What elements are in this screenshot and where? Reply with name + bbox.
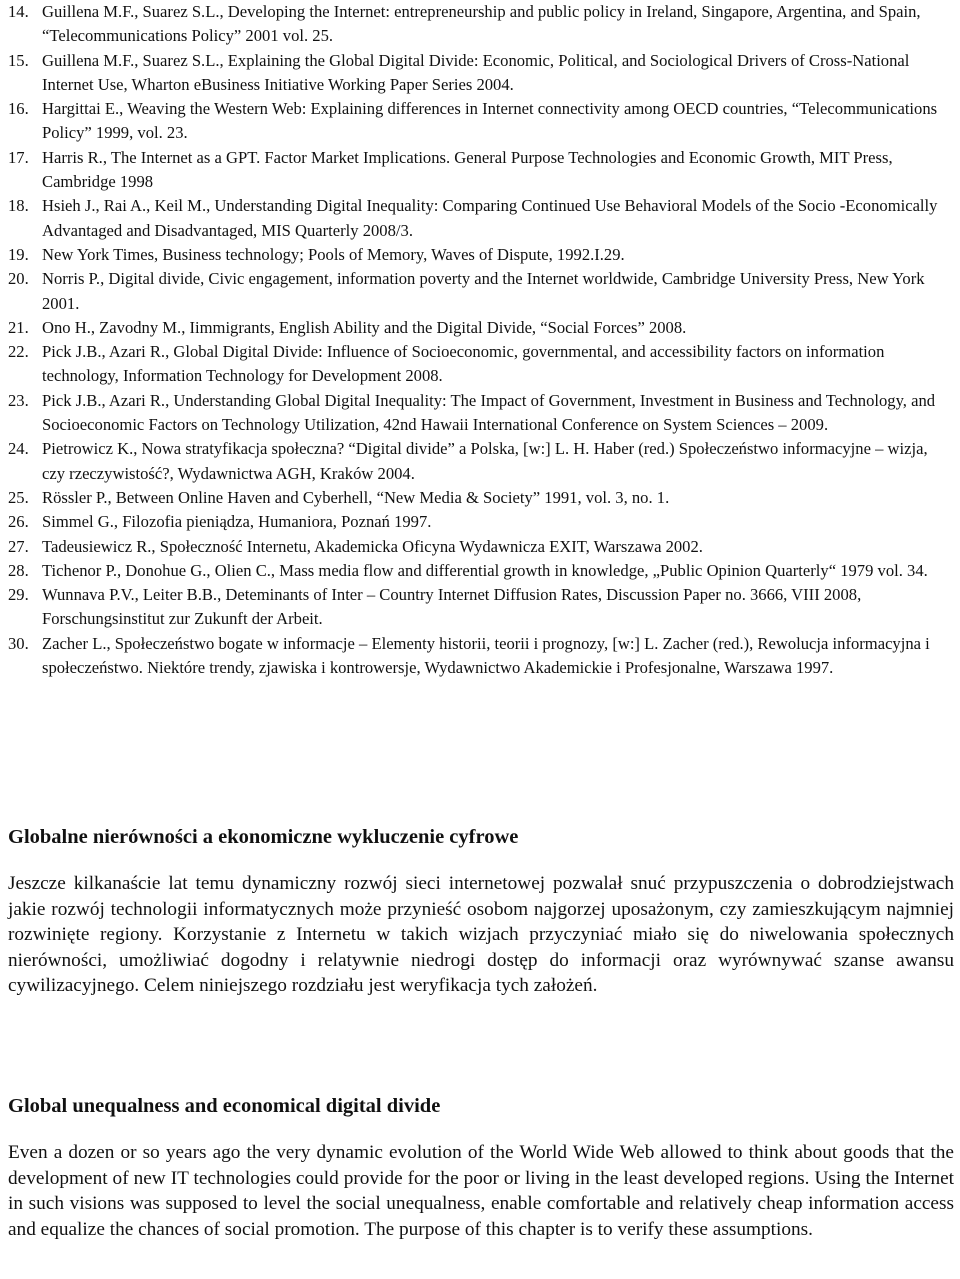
reference-item [0, 267, 952, 316]
reference-text: Hargittai E., Weaving the Western Web: Explaining differences in Internet connectivity among OECD countries, “Telecommunications Policy” 1999, vol. 23. [42, 99, 938, 143]
reference-text: Norris P., Digital divide, Civic engagement, information poverty and the Internet worldwide, Cambridge University Press, New York 2001. [42, 269, 925, 313]
reference-number: 18. [8, 196, 29, 216]
reference-item [0, 486, 952, 510]
reference-text: Pietrowicz K., Nowa stratyfikacja społeczna? “Digital divide” a Polska, [w:] L. H. Haber (red.) Społeczeństwo informacyjne – wizja, czy rzeczywistość?, Wydawnictwa AGH, Kraków 2004. [42, 439, 928, 483]
reference-number: 15. [8, 50, 29, 70]
reference-item [0, 49, 952, 98]
reference-number: 17. [8, 147, 29, 167]
reference-number: 25. [8, 487, 29, 507]
section-heading: Globalne nierówności a ekonomiczne wykluczenie cyfrowe [8, 826, 519, 848]
reference-text: Tichenor P., Donohue G., Olien C., Mass media flow and differential growth in knowledge, „Public Opinion Quarterly“ 1979 vol. 34. [42, 560, 928, 580]
section-polish [8, 823, 954, 999]
reference-text: Zacher L., Społeczeństwo bogate w informacje – Elementy historii, teorii i prognozy, [w:] L. Zacher (red.), Rewolucja informacyjna i społeczeństwo. Niektóre trendy, zjawiska i kontrowersje, Wydawnictwo Akademickie i Profesjonalne, Warszawa 1997. [42, 633, 930, 678]
reference-text: Tadeusiewicz R., Społeczność Internetu, Akademicka Oficyna Wydawnicza EXIT, Warszawa 2002. [42, 536, 703, 556]
section-heading: Global unequalness and economical digital divide [8, 1095, 441, 1117]
reference-number: 26. [8, 512, 29, 532]
reference-number: 28. [8, 560, 29, 580]
reference-text: Simmel G., Filozofia pieniądza, Humaniora, Poznań 1997. [42, 512, 432, 532]
reference-text: Rössler P., Between Online Haven and Cyberhell, “New Media & Society” 1991, vol. 3, no. 1. [42, 487, 670, 507]
section-paragraph: Jeszcze kilkanaście lat temu dynamiczny rozwój sieci internetowej pozwalał snuć przypuszczenia o dobrodziejstwach jakie rozwój technologii informatycznych może przynieść osobom najgorzej uposażonym, czy zamieszkującym najmniej rozwinięte regiony. Korzystanie z Internetu w takich wizjach przyczyniać miało się do niwelowania społecznych nierówności, umożliwiać dogodny i relatywnie niedrogi dostęp do informacji oraz wyrównywać szanse awansu cywilizacyjnego. Celem niniejszego rozdziału jest weryfikacja tych założeń. [8, 873, 954, 997]
section-paragraph: Even a dozen or so years ago the very dynamic evolution of the World Wide Web allowed to think about goods that the development of new IT technologies could provide for the poor or living in the least developed regions. Using the Internet in such visions was supposed to level the social unequalness, enable comfortable and relatively cheap information access and equalize the chances of social promotion. The purpose of this chapter is to verify these assumptions. [8, 1142, 954, 1240]
section-english [8, 1092, 954, 1242]
reference-item [0, 0, 952, 49]
reference-number: 29. [8, 585, 29, 605]
reference-item [0, 97, 952, 146]
reference-item [0, 389, 952, 438]
reference-text: Guillena M.F., Suarez S.L., Explaining the Global Digital Divide: Economic, Political, and Sociological Drivers of Cross-National Internet Use, Wharton eBusiness Initiative Working Paper Series 2004. [42, 50, 910, 94]
reference-number: 22. [8, 342, 29, 362]
reference-number: 16. [8, 99, 29, 119]
reference-number: 19. [8, 244, 29, 264]
reference-number: 27. [8, 536, 29, 556]
reference-item [0, 437, 952, 486]
reference-item [0, 559, 952, 583]
reference-item [0, 146, 952, 195]
reference-item [0, 510, 952, 534]
reference-text: Ono H., Zavodny M., Iimmigrants, English Ability and the Digital Divide, “Social Forces” 2008. [42, 317, 687, 337]
reference-text: Pick J.B., Azari R., Global Digital Divide: Influence of Socioeconomic, governmental, and accessibility factors on information technology, Information Technology for Development 2008. [42, 342, 885, 386]
reference-number: 21. [8, 317, 29, 337]
reference-number: 30. [8, 633, 29, 653]
reference-text: Hsieh J., Rai A., Keil M., Understanding Digital Inequality: Comparing Continued Use Behavioral Models of the Socio -Economically Advantaged and Disadvantaged, MIS Quarterly 2008/3. [42, 196, 938, 240]
reference-number: 20. [8, 269, 29, 289]
reference-item [0, 583, 952, 632]
reference-text: Harris R., The Internet as a GPT. Factor Market Implications. General Purpose Technologies and Economic Growth, MIT Press, Cambridge 1998 [42, 147, 893, 192]
reference-text: Pick J.B., Azari R., Understanding Global Digital Inequality: The Impact of Government, Investment in Business and Technology, and Socioeconomic Factors on Technology Utilization, 42nd Hawaii International Conference on System Sciences – 2009. [42, 390, 936, 435]
reference-item [0, 194, 952, 243]
reference-item [0, 316, 952, 340]
reference-number: 14. [8, 2, 29, 21]
reference-item [0, 243, 952, 267]
reference-number: 23. [8, 390, 29, 410]
reference-text: Wunnava P.V., Leiter B.B., Deteminants of Inter – Country Internet Diffusion Rates, Discussion Paper no. 3666, VIII 2008, Forschungsinstitut zur Zukunft der Arbeit. [42, 585, 862, 629]
reference-text: Guillena M.F., Suarez S.L., Developing the Internet: entrepreneurship and public policy in Ireland, Singapore, Argentina, and Spain, “Telecommunications Policy” 2001 vol. 25. [42, 2, 921, 46]
reference-number: 24. [8, 439, 29, 459]
reference-text: New York Times, Business technology; Pools of Memory, Waves of Dispute, 1992.I.29. [42, 244, 625, 264]
reference-item [0, 340, 952, 389]
reference-item [0, 632, 952, 681]
reference-item [0, 535, 952, 559]
